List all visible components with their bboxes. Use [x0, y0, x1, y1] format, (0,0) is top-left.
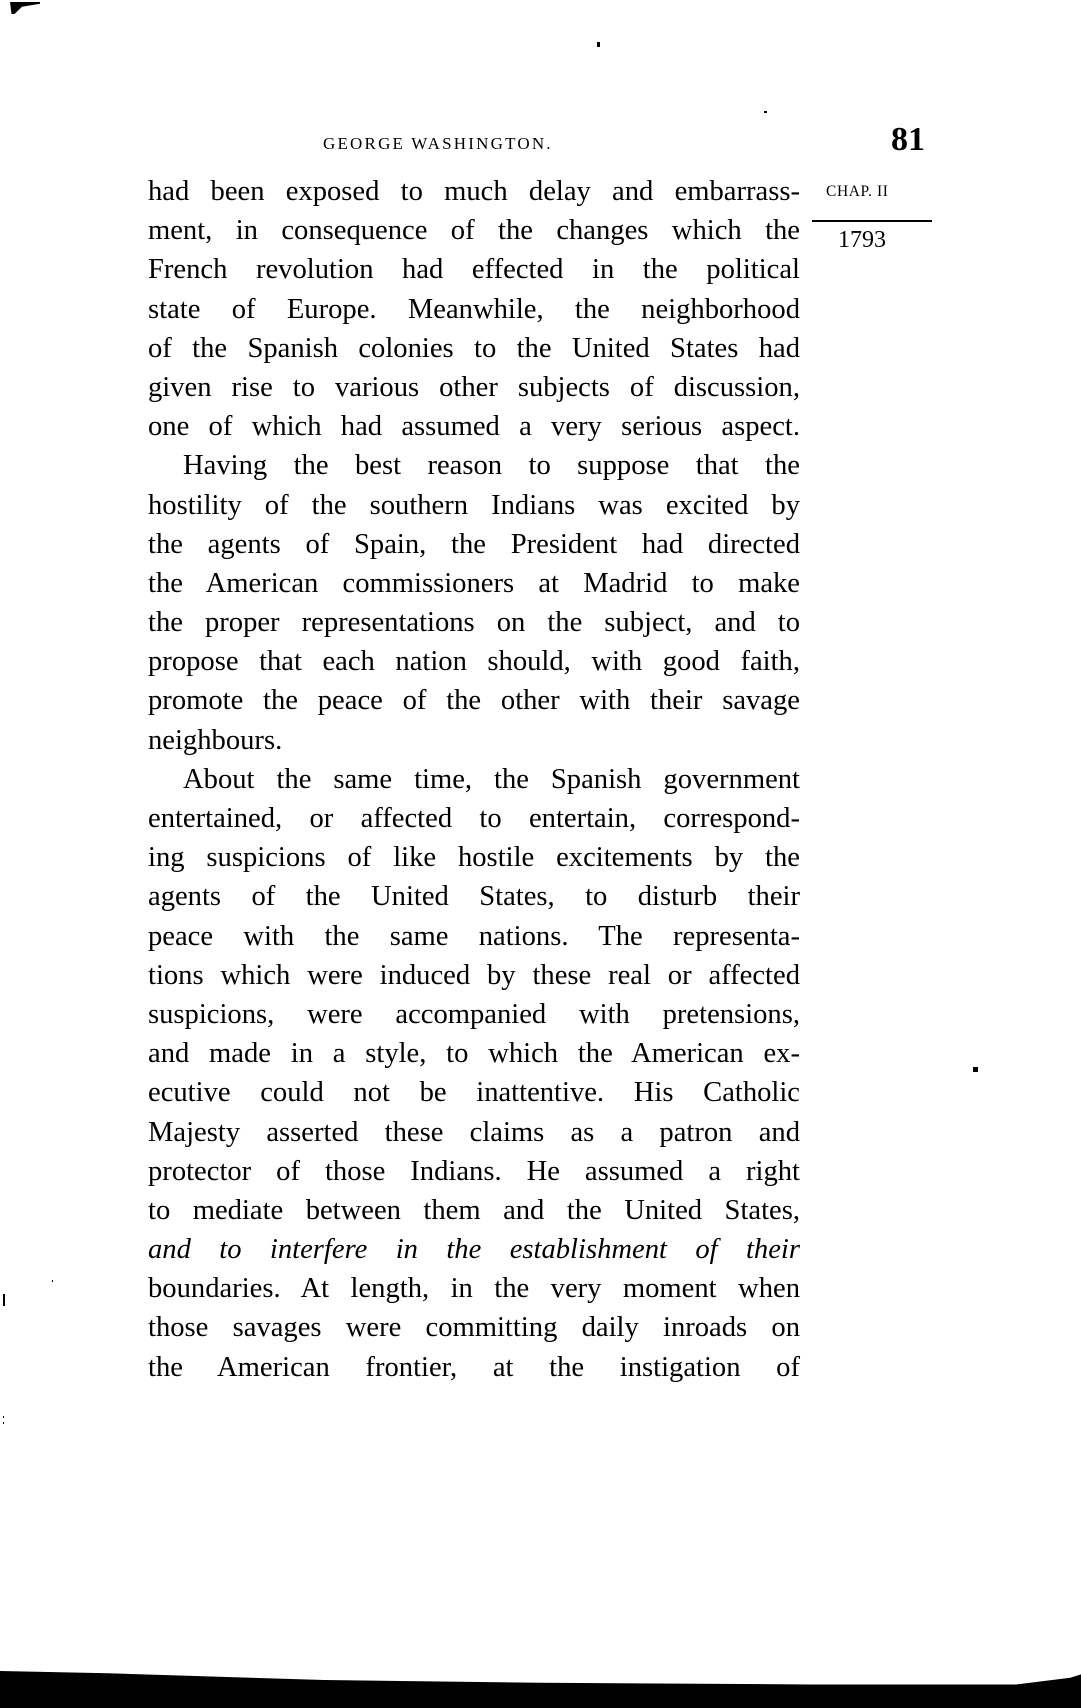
text-line: suspicions, were accompanied with pretensions,	[148, 998, 800, 1030]
text-line: state of Europe. Meanwhile, the neighborhood	[148, 293, 800, 325]
paragraph-1	[148, 172, 800, 446]
scan-corner-artifact	[10, 2, 40, 14]
text-line: and made in a style, to which the American ex-	[148, 1038, 800, 1070]
text-line: hostility of the southern Indians was excited by	[148, 489, 800, 521]
text-line: propose that each nation should, with good faith,	[148, 646, 800, 678]
scan-speck	[764, 111, 767, 113]
text-line: to mediate between them and the United States,	[148, 1194, 800, 1226]
body-text	[148, 172, 800, 1387]
scan-speck	[3, 1416, 4, 1418]
paragraph-2	[148, 446, 800, 760]
text-line: the American commissioners at Madrid to make	[148, 567, 800, 599]
text-line: neighbours.	[148, 724, 283, 756]
text-line: entertained, or affected to entertain, correspond-	[148, 803, 800, 834]
margin-year: 1793	[838, 227, 886, 253]
text-line-italic: and to interfere in the establishment of their	[148, 1234, 800, 1266]
text-line: peace with the same nations. The representa-	[148, 920, 800, 952]
text-line: the proper representations on the subject, and to	[148, 607, 800, 639]
text-line: Majesty asserted these claims as a patron and	[148, 1116, 800, 1148]
paragraph-3	[148, 760, 800, 1387]
text-line: ecutive could not be inattentive. His Catholic	[148, 1077, 800, 1109]
text-line: the American frontier, at the instigation of	[148, 1351, 800, 1383]
text-line: had been exposed to much delay and embarrass-	[148, 176, 800, 207]
page-number: 81	[891, 121, 925, 158]
scan-speck	[597, 42, 600, 47]
text-line: ment, in consequence of the changes which the	[148, 215, 800, 247]
text-line: French revolution had effected in the political	[148, 254, 800, 286]
margin-rule	[812, 220, 932, 222]
text-line: ing suspicions of like hostile excitements by the	[148, 842, 800, 874]
text-line: boundaries. At length, in the very moment when	[148, 1273, 800, 1305]
scan-speck	[973, 1067, 978, 1072]
text-line: those savages were committing daily inroads on	[148, 1312, 800, 1344]
text-line: tions which were induced by these real or affected	[148, 959, 800, 991]
text-line: of the Spanish colonies to the United States had	[148, 332, 800, 364]
margin-chapter-label: CHAP. II	[826, 183, 889, 200]
text-line: given rise to various other subjects of discussion,	[148, 371, 800, 403]
scan-speck	[52, 1280, 53, 1282]
scan-speck	[3, 1422, 4, 1424]
running-head: GEORGE WASHINGTON.	[323, 134, 553, 153]
text-line: one of which had assumed a very serious aspect.	[148, 411, 800, 443]
text-line: Having the best reason to suppose that the	[183, 450, 800, 482]
text-line: About the same time, the Spanish government	[183, 763, 800, 795]
text-line: protector of those Indians. He assumed a right	[148, 1155, 800, 1187]
scan-edge-shadow	[0, 1652, 1081, 1708]
scan-speck	[3, 1294, 5, 1306]
text-line: promote the peace of the other with their savage	[148, 685, 800, 717]
text-line: the agents of Spain, the President had directed	[148, 528, 800, 560]
text-line: agents of the United States, to disturb their	[148, 881, 800, 913]
